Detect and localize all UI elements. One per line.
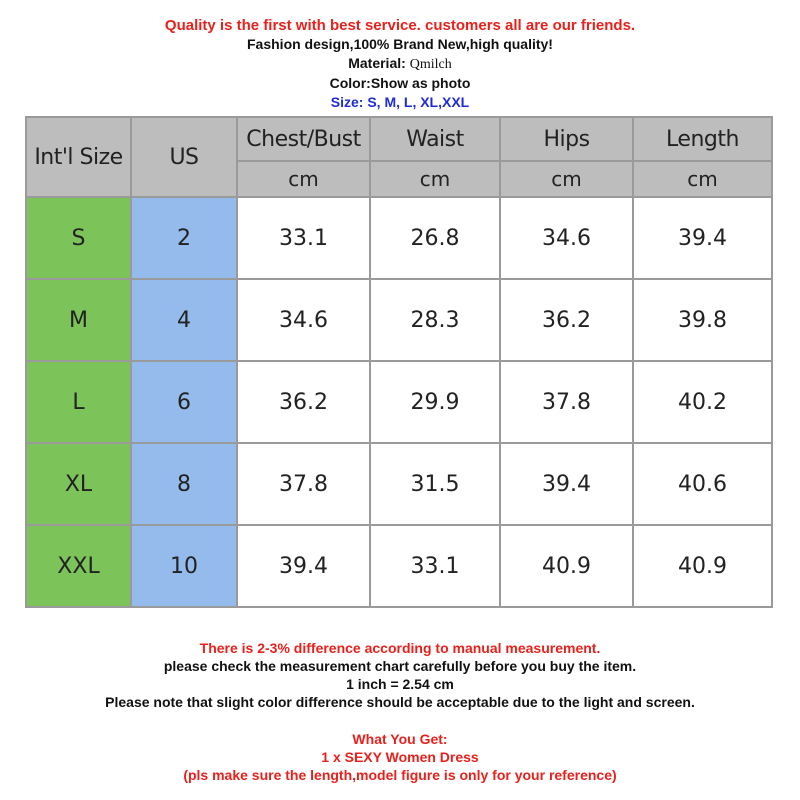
unit-waist: cm: [370, 161, 500, 197]
unit-hips: cm: [500, 161, 633, 197]
header-chest: Chest/Bust: [237, 117, 370, 161]
table-row: [26, 279, 772, 361]
waist-cell: 29.9: [370, 361, 500, 443]
table-header-row: [26, 117, 772, 161]
inch-conversion: 1 inch = 2.54 cm: [346, 676, 454, 692]
header-us: US: [131, 117, 237, 197]
header-block: [0, 16, 800, 112]
chest-cell: 39.4: [237, 525, 370, 607]
unit-chest: cm: [237, 161, 370, 197]
table-row: [26, 525, 772, 607]
quality-notice: Quality is the first with best service. customers all are our friends.: [164, 17, 636, 34]
hips-cell: 36.2: [500, 279, 633, 361]
color-difference-note: Please note that slight color difference should be acceptable due to the light and screen.: [105, 694, 695, 710]
chest-cell: 33.1: [237, 197, 370, 279]
unit-length: cm: [633, 161, 772, 197]
size-cell: M: [26, 279, 131, 361]
hips-cell: 34.6: [500, 197, 633, 279]
material-line: [0, 54, 800, 74]
length-cell: 40.2: [633, 361, 772, 443]
us-cell: 6: [131, 361, 237, 443]
header-length: Length: [633, 117, 772, 161]
material-value: Qmilch: [409, 57, 452, 72]
hips-cell: 37.8: [500, 361, 633, 443]
size-cell: L: [26, 361, 131, 443]
waist-cell: 31.5: [370, 443, 500, 525]
measurement-warning: There is 2-3% difference according to manual measurement.: [199, 640, 601, 656]
us-cell: 2: [131, 197, 237, 279]
size-cell: XXL: [26, 525, 131, 607]
chest-cell: 37.8: [237, 443, 370, 525]
footer-block: [0, 639, 800, 784]
chest-cell: 34.6: [237, 279, 370, 361]
header-hips: Hips: [500, 117, 633, 161]
length-cell: 40.6: [633, 443, 772, 525]
size-line: Size: S, M, L, XL,XXL: [330, 94, 470, 110]
check-chart-note: please check the measurement chart carefully before you buy the item.: [163, 658, 637, 674]
size-chart-table: [25, 116, 773, 608]
length-cell: 39.8: [633, 279, 772, 361]
table-row: [26, 361, 772, 443]
size-cell: S: [26, 197, 131, 279]
reference-note: (pls make sure the length,model figure is only for your reference): [183, 767, 617, 783]
package-content: 1 x SEXY Women Dress: [321, 749, 479, 765]
header-waist: Waist: [370, 117, 500, 161]
length-cell: 39.4: [633, 197, 772, 279]
hips-cell: 39.4: [500, 443, 633, 525]
us-cell: 4: [131, 279, 237, 361]
chest-cell: 36.2: [237, 361, 370, 443]
fashion-description: Fashion design,100% Brand New,high quality!: [247, 36, 553, 52]
size-cell: XL: [26, 443, 131, 525]
material-label: Material:: [348, 55, 406, 71]
length-cell: 40.9: [633, 525, 772, 607]
table-row: [26, 197, 772, 279]
waist-cell: 28.3: [370, 279, 500, 361]
what-you-get-title: What You Get:: [352, 731, 448, 747]
color-line: Color:Show as photo: [329, 75, 471, 91]
table-row: [26, 443, 772, 525]
hips-cell: 40.9: [500, 525, 633, 607]
us-cell: 10: [131, 525, 237, 607]
waist-cell: 26.8: [370, 197, 500, 279]
footer-spacer: [0, 711, 800, 730]
waist-cell: 33.1: [370, 525, 500, 607]
header-intl-size: Int'l Size: [26, 117, 131, 197]
us-cell: 8: [131, 443, 237, 525]
